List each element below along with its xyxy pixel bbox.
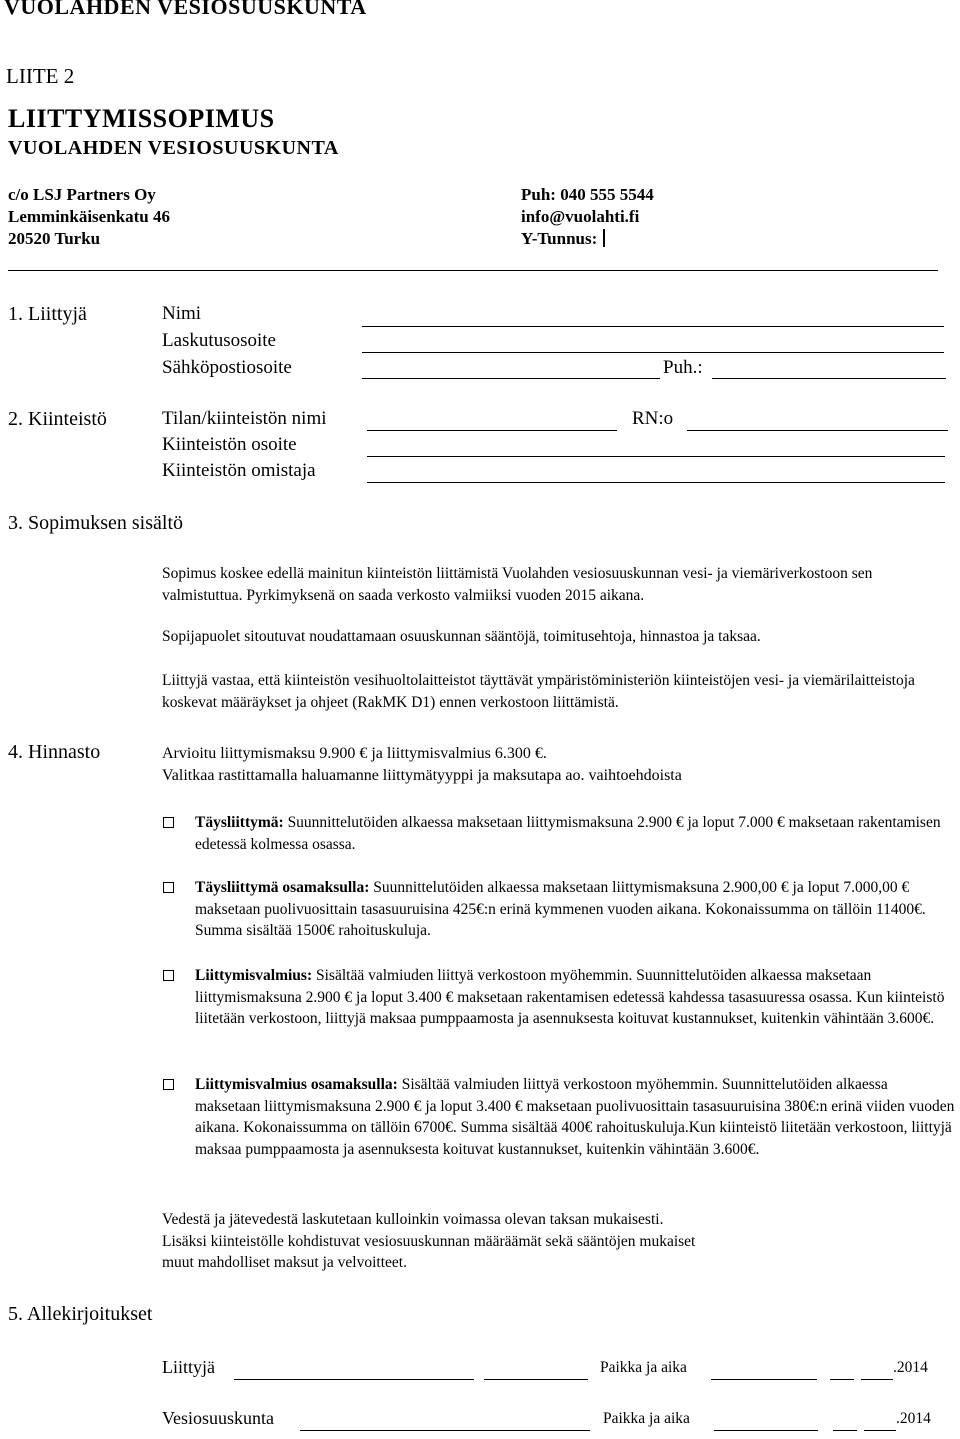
billing-note	[162, 1209, 695, 1274]
member-signature-label: Liittyjä	[162, 1357, 215, 1377]
pricing-instruction: Valitkaa rastittamalla haluamanne liittymätyyppi ja maksutapa ao. vaihtoehdoista	[162, 767, 682, 784]
section-4-heading: 4. Hinnasto	[8, 741, 101, 763]
property-address-label: Kiinteistön osoite	[162, 434, 297, 455]
option-text	[195, 1074, 955, 1160]
address-line: Lemminkäisenkatu 46	[8, 207, 170, 226]
property-name-field[interactable]	[367, 430, 617, 431]
cooperative-signature-field[interactable]	[300, 1430, 590, 1431]
option-title: Täysliittymä osamaksulla:	[195, 879, 370, 896]
checkbox-icon[interactable]	[163, 970, 174, 981]
section-3-heading: 3. Sopimuksen sisältö	[8, 512, 184, 534]
option-title: Liittymisvalmius osamaksulla:	[195, 1076, 398, 1093]
name-label: Nimi	[162, 303, 202, 324]
checkbox-icon[interactable]	[163, 882, 174, 893]
option-text	[195, 877, 955, 942]
cooperative-signature-label: Vesiosuuskunta	[162, 1408, 274, 1428]
member-place-date-label: Paikka ja aika	[600, 1359, 687, 1376]
property-address-field[interactable]	[367, 456, 945, 457]
property-owner-label: Kiinteistön omistaja	[162, 460, 316, 481]
option-title: Täysliittymä:	[195, 814, 284, 831]
section-5-heading: 5. Allekirjoitukset	[8, 1303, 153, 1325]
billing-address-field[interactable]	[362, 352, 944, 353]
contract-paragraph: Liittyjä vastaa, että kiinteistön vesihuoltolaitteistot täyttävät ympäristöministeriön kiinteistöjen vesi- ja viemärilaitteistoja koskevat määräykset ja ohjeet (RakMK D1) ennen verkostoon liittämistä.	[162, 672, 915, 711]
member-name-clarification-field[interactable]	[484, 1379, 588, 1380]
checkbox-icon[interactable]	[163, 817, 174, 828]
option-description: Suunnittelutöiden alkaessa maksetaan liittymismaksuna 2.900 € ja loput 7.000 € maksetaan rakentamisen edetessä kolmessa osassa.	[195, 814, 941, 853]
email-address-field[interactable]	[362, 378, 660, 379]
option-description: Suunnittelutöiden alkaessa maksetaan liittymismaksuna 2.900,00 € ja loput 7.000,00 € maksetaan puolivuosittain tasasuuruisina 425€:n erinä kymmenen vuoden aikana. Kokonaissumma on tällöin 11400€. Summa sisältää 1500€ rahoituskuluja.	[195, 879, 926, 939]
document-title: LIITTYMISSOPIMUS	[8, 104, 275, 133]
option-description: Sisältää valmiuden liittyä verkostoon myöhemmin. Suunnittelutöiden alkaessa maksetaan liittymismaksuna 2.900 € ja loput 3.400 € maksetaan rakentamisen edetessä kahdessa tasasuuressa osassa. Kun kiinteistö liitetään verkostoon, liittyjä maksaa pumppaamosta ja asennuksesta koituvat kustannukset, kuitenkin vähintään 3.600€.	[195, 967, 945, 1027]
header-divider	[8, 270, 938, 271]
email-line: info@vuolahti.fi	[521, 207, 640, 226]
option-text	[195, 965, 955, 1030]
rn-field[interactable]	[687, 430, 948, 431]
address-line: c/o LSJ Partners Oy	[8, 185, 156, 204]
member-signature-field[interactable]	[234, 1379, 474, 1380]
billing-address-label: Laskutusosoite	[162, 330, 276, 351]
email-address-label: Sähköpostiosoite	[162, 357, 292, 378]
member-month-field[interactable]	[861, 1379, 893, 1380]
member-day-field[interactable]	[830, 1379, 854, 1380]
option-text	[195, 812, 955, 855]
appendix-label: LIITE 2	[6, 64, 75, 88]
member-place-field[interactable]	[711, 1379, 817, 1380]
option-description: Sisältää valmiuden liittyä verkostoon myöhemmin. Suunnittelutöiden alkaessa maksetaan liittymismaksuna 2.900 € ja loput 3.400 € maksetaan puolivuosittain tasasuuruisina 380€:n erinä viiden vuoden aikana. Kokonaissumma on tällöin 6700€. Summa sisältää 400€ rahoituskuluja.Kun kiinteistö liitetään verkostoon, liittyjä maksaa pumppaamosta ja asennuksesta koituvat kustannukset, kuitenkin vähintään 3.600€.	[195, 1076, 955, 1158]
cooperative-day-field[interactable]	[833, 1430, 857, 1431]
business-id-label: Y-Tunnus:	[521, 229, 598, 248]
contract-paragraph: Sopijapuolet sitoutuvat noudattamaan osuuskunnan sääntöjä, toimitusehtoja, hinnastoa ja taksaa.	[162, 628, 761, 645]
business-id-line	[521, 228, 654, 250]
property-owner-field[interactable]	[367, 482, 945, 483]
contract-paragraph: Sopimus koskee edellä mainitun kiinteistön liittämistä Vuolahden vesiosuuskunnan vesi- ja viemäriverkostoon sen valmistuttua. Pyrkimyksenä on saada verkosto valmiiksi vuoden 2015 aikana.	[162, 565, 873, 604]
cooperative-place-date-label: Paikka ja aika	[603, 1410, 690, 1427]
cooperative-place-field[interactable]	[714, 1430, 818, 1431]
contact-block	[521, 184, 654, 250]
document-subtitle: VUOLAHDEN VESIOSUUSKUNTA	[8, 137, 339, 159]
billing-note-line: Vedestä ja jätevedestä laskutetaan kulloinkin voimassa olevan taksan mukaisesti.	[162, 1211, 664, 1228]
section-2-heading: 2. Kiinteistö	[8, 408, 107, 430]
option-title: Liittymisvalmius:	[195, 967, 313, 984]
address-line: 20520 Turku	[8, 229, 101, 248]
checkbox-icon[interactable]	[163, 1079, 174, 1090]
organization-title: VUOLAHDEN VESIOSUUSKUNTA	[4, 0, 367, 19]
member-year-label: .2014	[893, 1359, 928, 1376]
address-block	[8, 184, 170, 250]
pricing-intro: Arvioitu liittymismaksu 9.900 € ja liittymisvalmius 6.300 €.	[162, 745, 547, 762]
name-field[interactable]	[362, 326, 944, 327]
phone-label: Puh.:	[663, 357, 703, 378]
cooperative-month-field[interactable]	[864, 1430, 896, 1431]
phone-field[interactable]	[712, 378, 946, 379]
rn-label: RN:o	[632, 408, 674, 429]
billing-note-line: Lisäksi kiinteistölle kohdistuvat vesiosuuskunnan määräämät sekä sääntöjen mukaiset	[162, 1232, 696, 1250]
property-name-label: Tilan/kiinteistön nimi	[162, 408, 327, 429]
cooperative-year-label: .2014	[896, 1410, 931, 1427]
text-cursor	[603, 229, 605, 247]
section-1-heading: 1. Liittyjä	[8, 303, 87, 325]
phone-line: Puh: 040 555 5544	[521, 185, 654, 204]
billing-note-line: muut mahdolliset maksut ja velvoitteet.	[162, 1254, 407, 1271]
